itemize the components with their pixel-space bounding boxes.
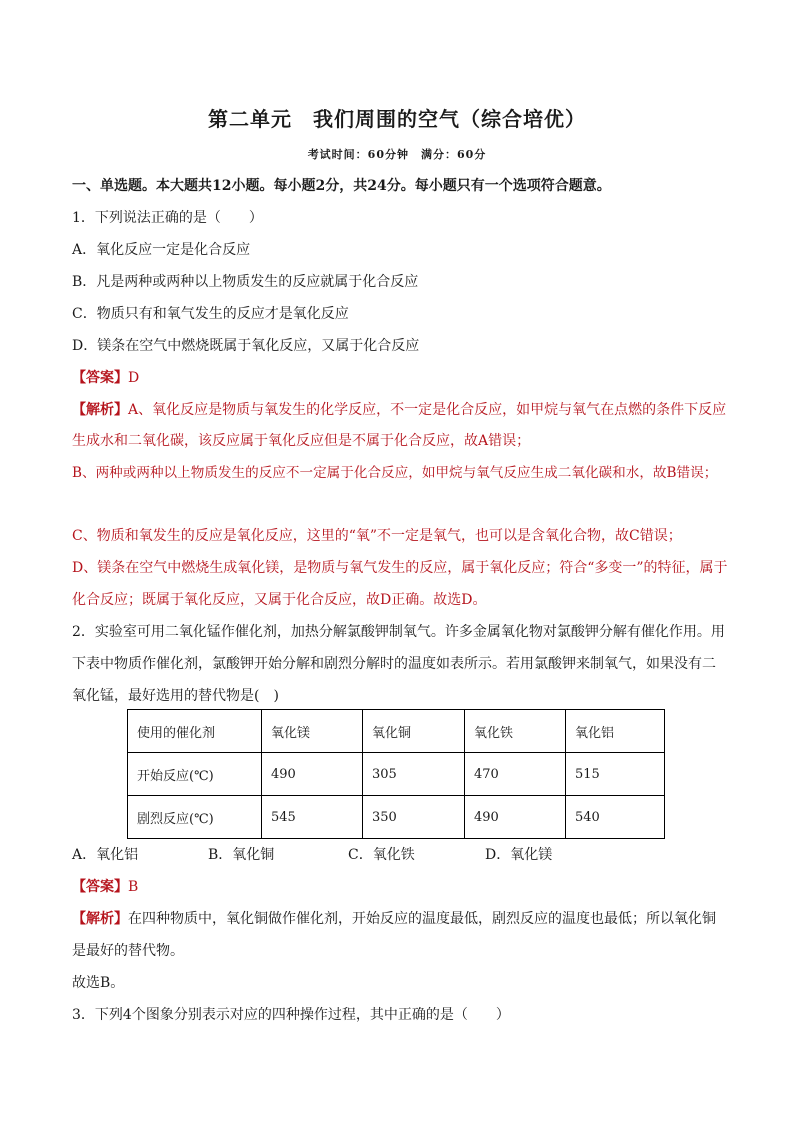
question-1-option-b: B．凡是两种或两种以上物质发生的反应就属于化合反应	[72, 274, 419, 290]
question-2-stem-line-1: 2．实验室可用二氧化锰作催化剂，加热分解氯酸钾制氧气。许多金属氧化物对氯酸钾分解有催化作用。用	[72, 624, 725, 640]
question-2-option-d: D．氧化镁	[485, 847, 553, 863]
analysis-text: 在四种物质中，氧化铜做作催化剂，开始反应的温度最低，剧烈反应的温度也最低；所以氧化铜	[128, 911, 716, 927]
answer-tag: 【答案】	[72, 879, 128, 895]
exam-info: 考试时间：60分钟 满分：60分	[307, 148, 487, 161]
question-3-stem: 3．下列4个图象分别表示对应的四种操作过程，其中正确的是（ ）	[72, 1007, 510, 1023]
analysis-text: A、氧化反应是物质与氧发生的化学反应，不一定是化合反应，如甲烷与氧气在点燃的条件下反应	[128, 402, 727, 418]
analysis-tag: 【解析】	[72, 402, 128, 418]
table-header-cell: 氧化铁	[465, 710, 566, 753]
question-2-stem-line-2: 下表中物质作催化剂，氯酸钾开始分解和剧烈分解时的温度如表所示。若用氯酸钾来制氧气，如果没有二	[72, 656, 716, 672]
table-cell: 305	[363, 753, 465, 796]
table-header-cell: 氧化铝	[566, 710, 665, 753]
answer-value: D	[128, 370, 140, 386]
table-cell: 540	[566, 796, 665, 839]
question-2-conclusion: 故选B。	[72, 975, 125, 991]
table-header-cell: 使用的催化剂	[128, 710, 262, 753]
question-1-option-d: D．镁条在空气中燃烧既属于氧化反应，又属于化合反应	[72, 338, 420, 354]
question-2-answer	[72, 878, 732, 896]
table-cell: 470	[465, 753, 566, 796]
table-header-cell: 氧化镁	[262, 710, 363, 753]
question-2-option-a: A．氧化铝	[72, 847, 139, 863]
analysis-tag: 【解析】	[72, 911, 128, 927]
question-1-analysis-line-5: D、镁条在空气中燃烧生成氧化镁，是物质与氧气发生的反应，属于氧化反应；符合“多变一”的特征，属于	[72, 560, 728, 576]
question-2-option-b: B．氧化铜	[208, 847, 275, 863]
table-cell: 剧烈反应(℃)	[128, 796, 262, 839]
table-cell: 350	[363, 796, 465, 839]
catalyst-table	[127, 709, 665, 839]
question-2-analysis-line-1	[72, 910, 732, 928]
table-cell: 515	[566, 753, 665, 796]
question-1-analysis-line-3: B、两种或两种以上物质发生的反应不一定属于化合反应，如甲烷与氧气反应生成二氧化碳和水，故B错误；	[72, 465, 718, 481]
table-cell: 490	[262, 753, 363, 796]
question-2-option-c: C．氧化铁	[348, 847, 415, 863]
table-header-cell: 氧化铜	[363, 710, 465, 753]
question-2-stem-line-3: 氧化锰，最好选用的替代物是( )	[72, 688, 279, 704]
question-2-analysis-line-2: 是最好的替代物。	[72, 943, 184, 959]
question-1-analysis-line-4: C、物质和氧发生的反应是氧化反应，这里的“氧”不一定是氧气，也可以是含氧化合物，故C错误；	[72, 528, 682, 544]
table-cell: 490	[465, 796, 566, 839]
question-1-stem: 1．下列说法正确的是（ ）	[72, 210, 263, 226]
answer-value: B	[128, 879, 139, 895]
table-cell: 545	[262, 796, 363, 839]
question-1-analysis-line-6: 化合反应；既属于氧化反应，又属于化合反应，故D正确。故选D。	[72, 592, 487, 608]
table-row	[128, 796, 665, 839]
question-1-option-c: C．物质只有和氧气发生的反应才是氧化反应	[72, 306, 349, 322]
question-1-analysis-line-1	[72, 401, 732, 419]
table-row	[128, 753, 665, 796]
answer-tag: 【答案】	[72, 370, 128, 386]
question-1-analysis-line-2: 生成水和二氧化碳，该反应属于氧化反应但是不属于化合反应，故A错误；	[72, 433, 531, 449]
page-title: 第二单元 我们周围的空气（综合培优）	[208, 107, 586, 131]
table-cell: 开始反应(℃)	[128, 753, 262, 796]
question-1-option-a: A．氧化反应一定是化合反应	[72, 242, 251, 258]
table-header-row	[128, 710, 665, 753]
question-1-answer	[72, 369, 732, 387]
section-heading: 一、单选题。本大题共12小题。每小题2分，共24分。每小题只有一个选项符合题意。	[72, 178, 611, 194]
